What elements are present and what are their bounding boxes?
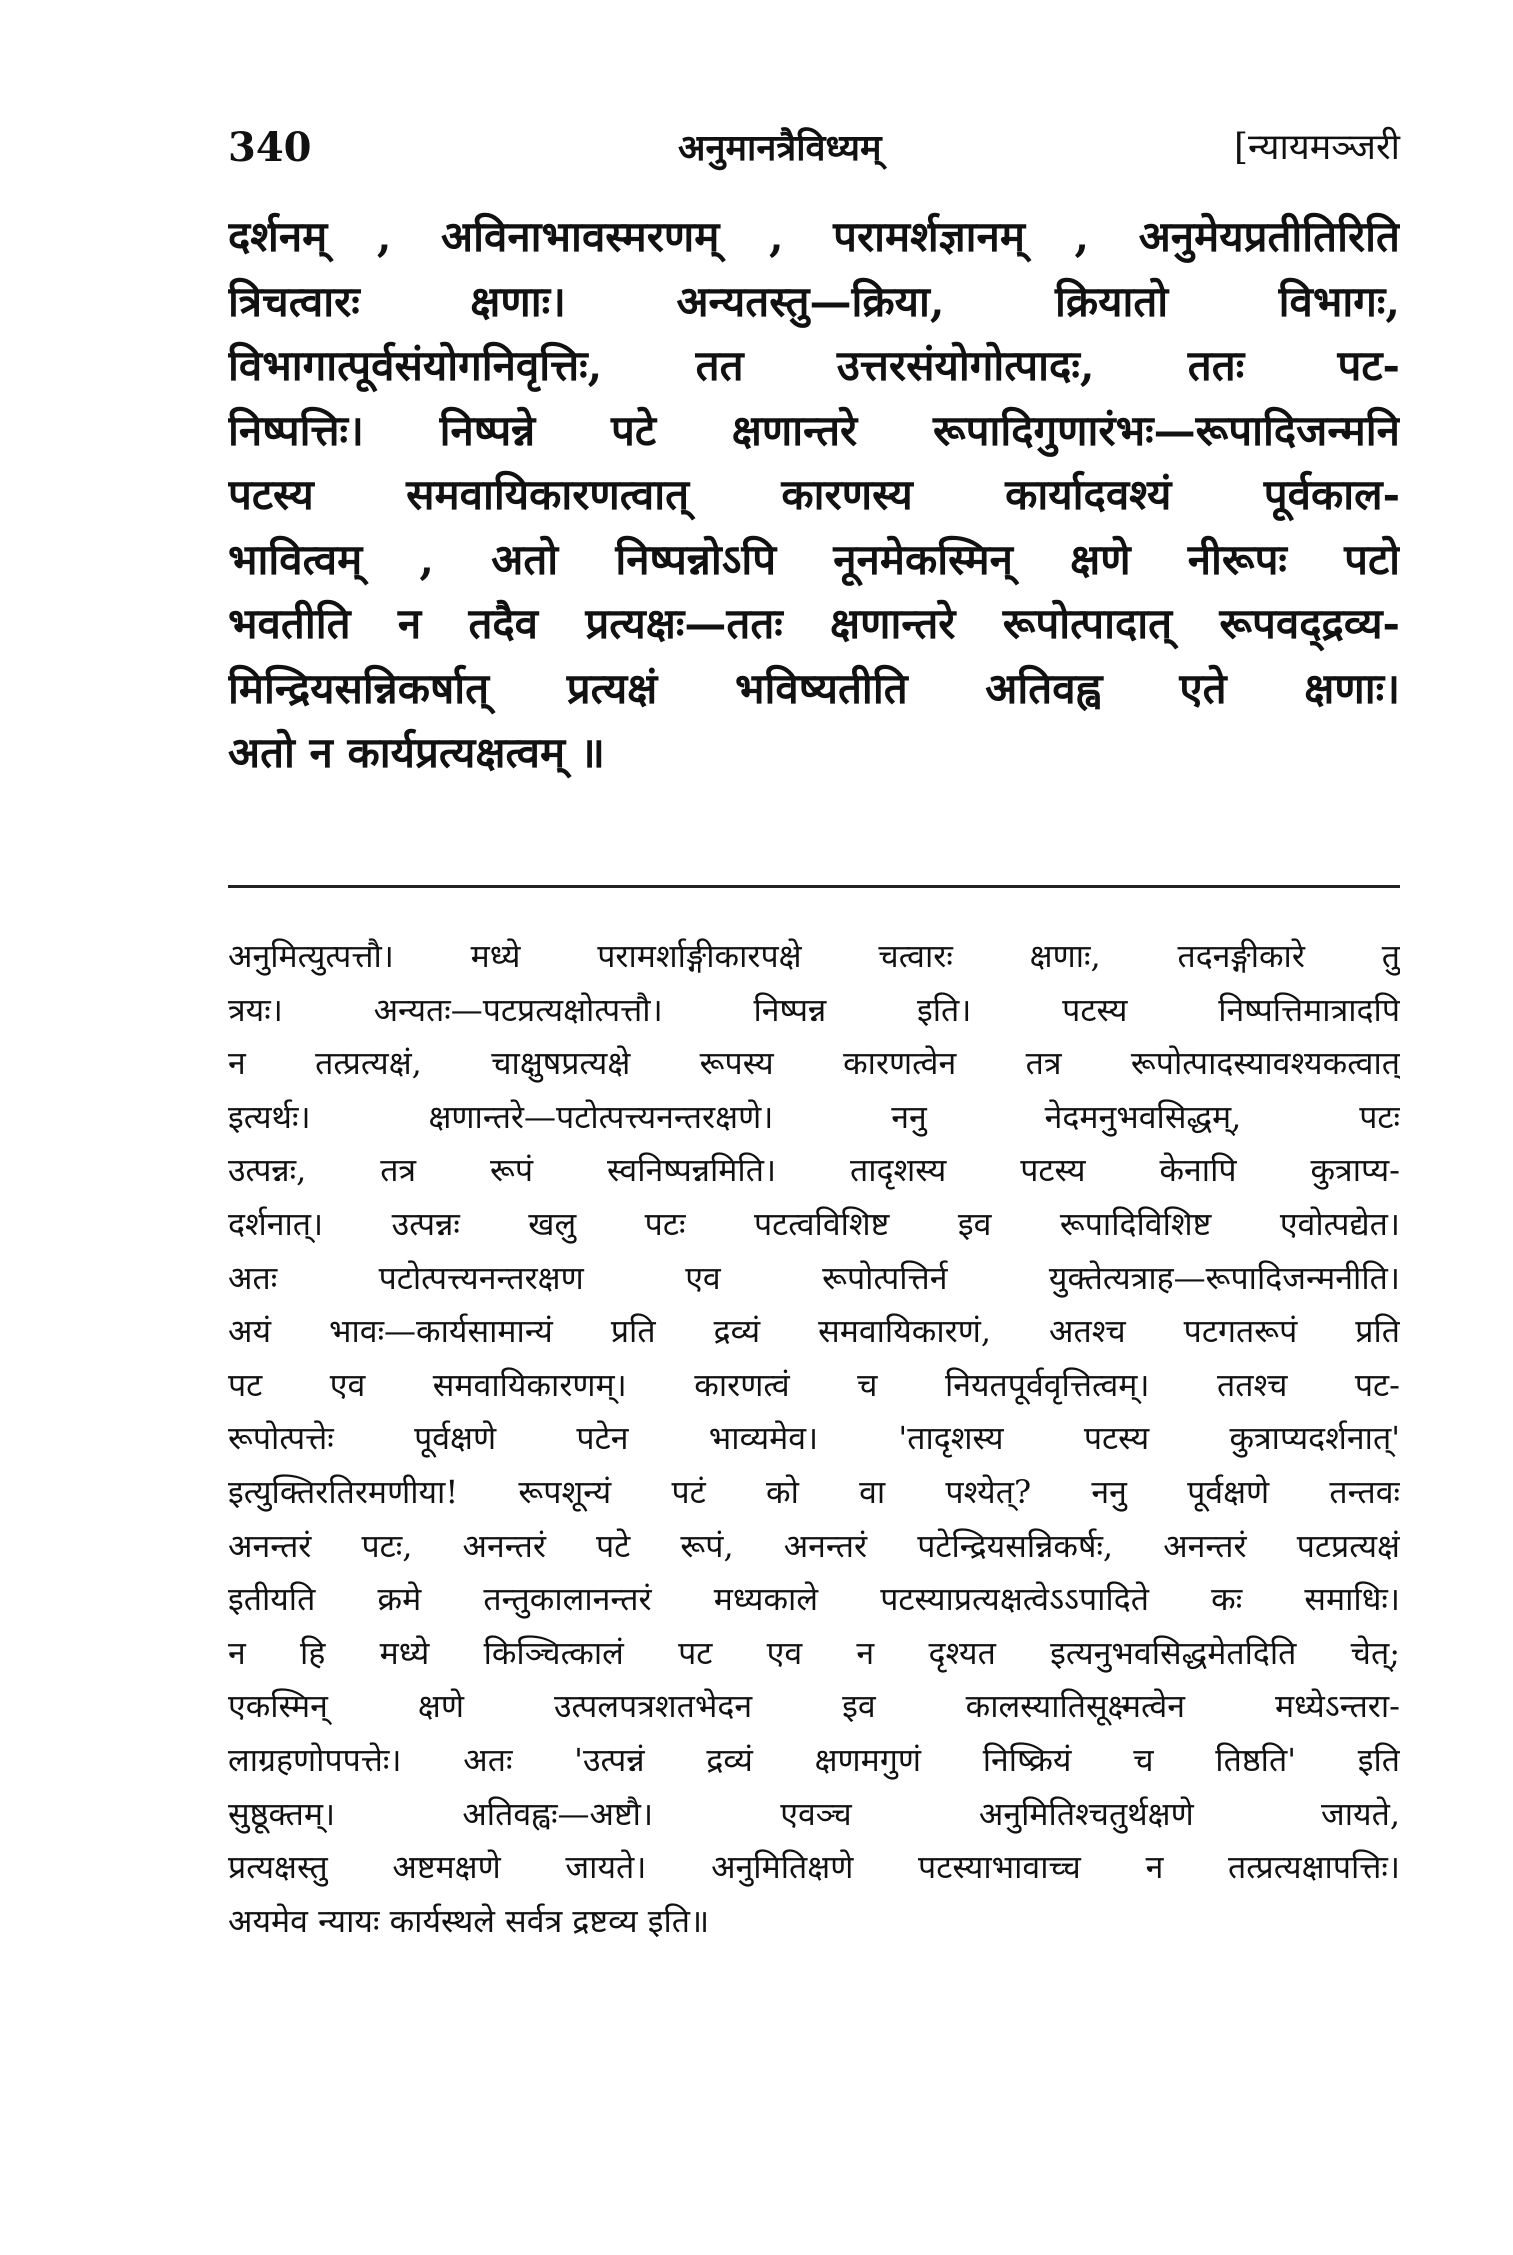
main-text-line: मिन्द्रियसन्निकर्षात् प्रत्यक्षं भविष्यतीति अतिवह्व एते क्षणाः। — [228, 663, 1400, 713]
commentary-line: प्रत्यक्षस्तु अष्टमक्षणे जायते। अनुमितिक्षणे पटस्याभावाच्च न तत्प्रत्यक्षापत्तिः। — [228, 1848, 1400, 1887]
commentary-line: अयं भावः—कार्यसामान्यं प्रति द्रव्यं समवायिकारणं, अतश्च पटगतरूपं प्रति — [228, 1312, 1400, 1351]
main-text — [228, 205, 1400, 786]
main-text-line: दर्शनम् , अविनाभावस्मरणम् , परामर्शज्ञानम् , अनुमेयप्रतीतिरिति — [228, 212, 1400, 261]
commentary-line: दर्शनात्। उत्पन्नः खलु पटः पटत्वविशिष्ट इव रूपादिविशिष्ट एवोत्पद्येत। — [228, 1204, 1400, 1243]
main-text-line: पटस्य समवायिकारणत्वात् कारणस्य कार्यादवश्यं पूर्वकाल- — [228, 470, 1400, 519]
main-text-line: विभागात्पूर्वसंयोगनिवृत्तिः, तत उत्तरसंयोगोत्पादः, ततः पट- — [228, 341, 1400, 390]
commentary-line: उत्पन्नः, तत्र रूपं स्वनिष्पन्नमिति। तादृशस्य पटस्य केनापि कुत्राप्य- — [228, 1151, 1400, 1190]
commentary-line: अनुमित्युत्पत्तौ। मध्ये परामर्शाङ्गीकारपक्षे चत्वारः क्षणाः, तदनङ्गीकारे तु — [228, 937, 1400, 975]
main-text-line: भावित्वम् , अतो निष्पन्नोऽपि नूनमेकस्मिन् क्षणे नीरूपः पटो — [228, 534, 1400, 584]
commentary-line: रूपोत्पत्तेः पूर्वक्षणे पटेन भाव्यमेव। 'तादृशस्य पटस्य कुत्राप्यदर्शनात्' — [228, 1419, 1400, 1458]
commentary-line: लाग्रहणोपपत्तेः। अतः 'उत्पन्नं द्रव्यं क्षणमगुणं निष्क्रियं च तिष्ठति' इति — [228, 1740, 1400, 1779]
section-divider — [228, 885, 1400, 888]
commentary-line: इत्यर्थः। क्षणान्तरे—पटोत्पत्त्यनन्तरक्षणे। ननु नेदमनुभवसिद्धम्, पटः — [228, 1097, 1400, 1136]
commentary-line: अयमेव न्यायः कार्यस्थले सर्वत्र द्रष्टव्य इति॥ — [228, 1901, 710, 1940]
main-text-line: भवतीति न तदैव प्रत्यक्षः—ततः क्षणान्तरे रूपोत्पादात् रूपवद्द्रव्य- — [228, 599, 1400, 648]
running-title: अनुमानत्रैविध्यम् — [678, 127, 882, 169]
main-text-line: अतो न कार्यप्रत्यक्षत्वम् ॥ — [228, 728, 605, 777]
commentary-line: अनन्तरं पटः, अनन्तरं पटे रूपं, अनन्तरं पटेन्द्रियसन्निकर्षः, अनन्तरं पटप्रत्यक्षं — [228, 1526, 1400, 1565]
commentary-line: एकस्मिन् क्षणे उत्पलपत्रशतभेदन इव कालस्यातिसूक्ष्मत्वेन मध्येऽन्तरा- — [228, 1687, 1400, 1726]
commentary — [228, 930, 1400, 1948]
section-name: [न्यायमञ्जरी — [1233, 127, 1400, 168]
page-header — [228, 118, 1400, 178]
main-text-line: त्रिचत्वारः क्षणाः। अन्यतस्तु—क्रिया, क्रियातो विभागः, — [228, 276, 1400, 326]
commentary-line: त्रयः। अन्यतः—पटप्रत्यक्षोत्पत्तौ। निष्पन्न इति। पटस्य निष्पत्तिमात्रादपि — [228, 990, 1400, 1029]
commentary-line: इत्युक्तिरतिरमणीया! रूपशून्यं पटं को वा पश्येत्? ननु पूर्वक्षणे तन्तवः — [228, 1472, 1400, 1511]
commentary-line: अतः पटोत्पत्त्यनन्तरक्षण एव रूपोत्पत्तिर्न युक्तेत्यत्राह—रूपादिजन्मनीति। — [228, 1258, 1400, 1297]
commentary-line: सुष्ठूक्तम्। अतिवह्वः—अष्टौ। एवञ्च अनुमितिश्चतुर्थक्षणे जायते, — [228, 1794, 1400, 1833]
commentary-line: इतीयति क्रमे तन्तुकालानन्तरं मध्यकाले पटस्याप्रत्यक्षत्वेऽऽपादिते कः समाधिः। — [228, 1580, 1400, 1619]
main-text-line: निष्पत्तिः। निष्पन्ने पटे क्षणान्तरे रूपादिगुणारंभः—रूपादिजन्मनि — [228, 405, 1400, 455]
page-number: 340 — [228, 124, 312, 171]
commentary-line: न तत्प्रत्यक्षं, चाक्षुषप्रत्यक्षे रूपस्य कारणत्वेन तत्र रूपोत्पादस्यावश्यकत्वात् — [228, 1044, 1400, 1083]
commentary-line: न हि मध्ये किञ्चित्कालं पट एव न दृश्यत इत्यनुभवसिद्धमेतदिति चेत्; — [228, 1633, 1400, 1672]
commentary-line: पट एव समवायिकारणम्। कारणत्वं च नियतपूर्ववृत्तित्वम्। ततश्च पट- — [228, 1365, 1400, 1404]
